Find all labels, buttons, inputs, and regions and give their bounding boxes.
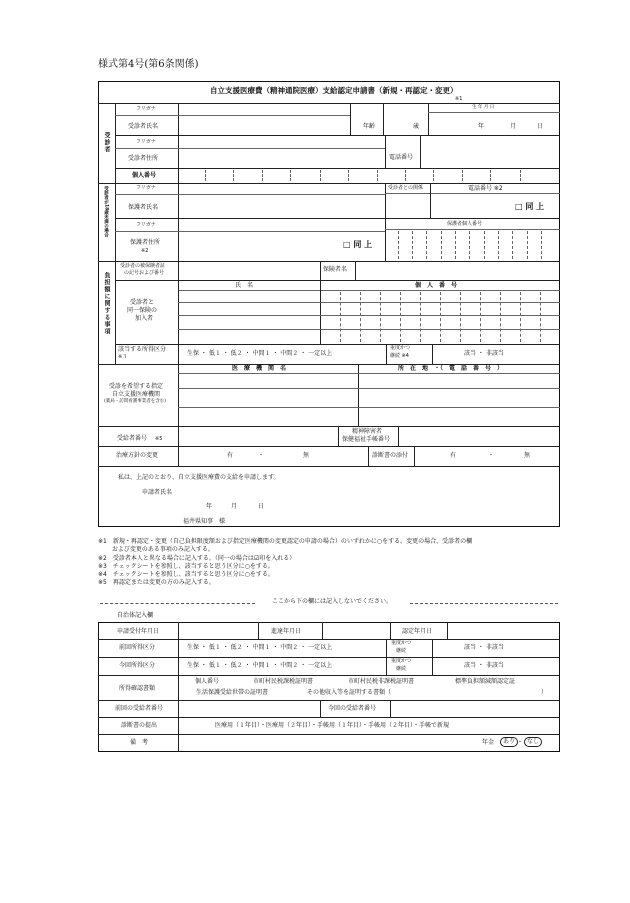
separator-line-right bbox=[410, 603, 558, 604]
declaration-text: 私は、上記のとおり、自立支援医療費の支給を申請します。 bbox=[118, 474, 280, 481]
doc-tax-certificate[interactable]: 市町村民税課税証明書 bbox=[253, 678, 314, 685]
institution-label-3: (薬局・訪問看護事業者を含む) bbox=[104, 399, 167, 404]
guardian-furigana: フリガナ bbox=[136, 185, 156, 191]
office-header: 自治体記入欄 bbox=[117, 612, 154, 619]
pension-no[interactable]: なし bbox=[524, 737, 542, 747]
treatment-separator: ・ bbox=[258, 452, 265, 459]
diagnosis-separator: ・ bbox=[488, 452, 495, 459]
member-name-header: 氏 名 bbox=[235, 282, 254, 289]
member-id-header: 個 人 番 号 bbox=[415, 282, 458, 289]
curr-severe-label-1: 重度かつ bbox=[391, 658, 412, 664]
prev-cert-label: 前回の受給者番号 bbox=[115, 705, 164, 712]
docs-label: 所得確認書類 bbox=[119, 685, 156, 692]
insurance-label-1: 受診者の被保険者証 bbox=[120, 263, 166, 269]
guardian-address-label: 保護者住所 bbox=[130, 239, 161, 246]
recipient-section-label: 受診者 bbox=[103, 132, 110, 153]
applicant-label: 申請者氏名 bbox=[142, 489, 173, 496]
pension-label: 年金 bbox=[482, 739, 495, 746]
note-5: ※5 再認定または変更の方のみ記入する。 bbox=[98, 579, 215, 586]
institution-label-1: 受診を希望する指定 bbox=[109, 383, 164, 390]
treatment-yes[interactable]: 有 bbox=[227, 452, 234, 459]
handbook-label-2: 保健福祉手帳番号 bbox=[342, 436, 391, 443]
diag-submit-options[interactable]: 医療用（１年目）・医療用（２年目）・手帳用（１年目）・手帳用（２年目）・手帳で新規 bbox=[215, 722, 450, 729]
diag-submit-label: 診断書の提出 bbox=[121, 722, 158, 729]
note-3: ※3 チェックシートを参照し、該当すると思う区分に○をする。 bbox=[98, 563, 274, 570]
form-title: 自立支援医療費（精神通院医療）支給認定申請書（新規・再認定・変更） bbox=[210, 86, 458, 95]
guardian-phone-same[interactable]: □ 同 上 bbox=[515, 202, 545, 211]
prev-severe-label-2: 継続 bbox=[396, 648, 407, 654]
relation-label: 受診者との関係 bbox=[388, 185, 424, 191]
doc-other-income[interactable]: その他収入等を証明する書類（ bbox=[307, 689, 392, 696]
separator-text: ここから下の欄には記入しないでください。 bbox=[272, 598, 393, 605]
doc-welfare-certificate[interactable]: 生活保護受給世帯の証明書 bbox=[196, 689, 269, 696]
income-class-note: ※３ bbox=[118, 354, 128, 360]
form-number: 様式第4号(第6条関係) bbox=[98, 59, 199, 70]
recipient-name-label: 受診者氏名 bbox=[128, 123, 159, 130]
birth-year: 年 bbox=[478, 123, 485, 130]
diagnosis-attach-label: 診断書の添付 bbox=[372, 452, 409, 459]
office-table bbox=[98, 622, 560, 752]
institution-name-header: 医 療 機 関 名 bbox=[232, 365, 287, 372]
received-date-label: 申請受付年月日 bbox=[117, 628, 160, 635]
handbook-label-1: 精神障害者 bbox=[352, 428, 383, 435]
diagnosis-no[interactable]: 無 bbox=[524, 452, 531, 459]
declaration-year: 年 bbox=[206, 503, 213, 510]
furigana-label: フリガナ bbox=[136, 106, 156, 112]
guardian-id-label: 保護者個人番号 bbox=[447, 221, 483, 227]
income-class-options[interactable]: 生保 ・ 低１ ・ 低２ ・ 中間１ ・ 中間２ ・ 一定以上 bbox=[187, 350, 333, 357]
doc-nontax-certificate[interactable]: 市町村民税非課税証明書 bbox=[348, 678, 415, 685]
guardian-address-furigana: フリガナ bbox=[136, 222, 156, 228]
curr-cert-label: 今回の受給者番号 bbox=[328, 705, 377, 712]
note-1-cont: および変更のある事項のみ記入する。 bbox=[98, 546, 214, 553]
severe-label-2: 継続 ※4 bbox=[390, 353, 409, 359]
approved-date-label: 認定年月日 bbox=[402, 628, 433, 635]
pension-yes[interactable]: あり bbox=[500, 737, 518, 747]
guardian-section-label: 受診者が18歳未満の場合 bbox=[103, 186, 109, 238]
curr-severe-label-2: 継続 bbox=[396, 666, 407, 672]
diagnosis-yes[interactable]: 有 bbox=[450, 452, 457, 459]
note-4: ※4 チェックシートを参照し、該当すると思う区分に○をする。 bbox=[98, 571, 274, 578]
cert-number-note: ※5 bbox=[155, 436, 163, 442]
curr-severe-options[interactable]: 該当 ・ 非該当 bbox=[464, 662, 504, 669]
declaration-day: 日 bbox=[258, 503, 265, 510]
insurance-label-2: の記号および番号 bbox=[124, 270, 165, 276]
age-unit: 歳 bbox=[413, 123, 420, 130]
remarks-label: 備 考 bbox=[130, 739, 149, 746]
doc-individual-number[interactable]: 個人番号 bbox=[195, 678, 220, 685]
separator-line-left bbox=[100, 603, 255, 604]
insured-name-label: 保険者名 bbox=[323, 266, 348, 273]
pension-separator: ・ bbox=[517, 739, 524, 746]
institution-address-header: 所 在 地 ・（ 電 話 番 号 ） bbox=[398, 365, 504, 372]
doc-reduction-certificate[interactable]: 標準負担額減額認定証 bbox=[455, 678, 516, 685]
household-label-1: 受診者と bbox=[130, 299, 155, 306]
severe-options[interactable]: 該当 ・ 非該当 bbox=[464, 350, 504, 357]
recipient-address-label: 受診者住所 bbox=[128, 155, 159, 162]
treatment-no[interactable]: 無 bbox=[303, 452, 310, 459]
phone-label: 電話番号 bbox=[389, 154, 414, 161]
birth-header: 生 年 月 日 bbox=[472, 105, 495, 110]
prev-severe-label-1: 重度かつ bbox=[391, 640, 412, 646]
treatment-change-label: 治療方針の変更 bbox=[116, 452, 159, 459]
guardian-address-note: ※2 bbox=[141, 248, 149, 254]
household-label-2: 同一保険の bbox=[127, 307, 158, 314]
prev-income-options[interactable]: 生保 ・ 低１ ・ 低２ ・ 中間１ ・ 中間２ ・ 一定以上 bbox=[187, 644, 333, 651]
severe-label-1: 重度かつ bbox=[390, 345, 411, 351]
birth-day: 日 bbox=[537, 123, 544, 130]
curr-income-label: 今回所得区分 bbox=[119, 662, 156, 669]
prev-severe-options[interactable]: 該当 ・ 非該当 bbox=[464, 644, 504, 651]
age-label: 年齢 bbox=[363, 123, 376, 130]
curr-income-options[interactable]: 生保 ・ 低１ ・ 低２ ・ 中間１ ・ 中間２ ・ 一定以上 bbox=[187, 662, 333, 669]
addressee: 福井県知事 様 bbox=[183, 518, 226, 525]
note-1: ※1 新規・再認定・変更（自己負担限度額および指定医療機関の変更認定の申請の場合）のいずれかに○をする。変更の場合、受診者の欄 bbox=[98, 538, 473, 545]
address-furigana-label: フリガナ bbox=[136, 139, 156, 145]
guardian-phone-label: 電話番号 ※2 bbox=[468, 185, 503, 192]
institution-label-2: 自立支援医療機関 bbox=[112, 391, 161, 398]
cert-number-label: 受給者番号 bbox=[117, 435, 148, 442]
note-2: ※2 受診者本人と異なる場合に記入する。（同一の場合は☑印を入れる） bbox=[98, 555, 296, 562]
birth-month: 月 bbox=[510, 123, 517, 130]
income-class-label: 該当する所得区分 bbox=[118, 346, 167, 353]
forwarded-date-label: 進達年月日 bbox=[271, 628, 302, 635]
title-note: ※1 bbox=[455, 96, 463, 102]
declaration-month: 月 bbox=[231, 503, 238, 510]
doc-other-close: ） bbox=[541, 689, 548, 696]
burden-section-label: 負担額に関する事項 bbox=[103, 272, 110, 335]
guardian-name-label: 保護者氏名 bbox=[128, 204, 159, 211]
recipient-id-label: 個人番号 bbox=[132, 172, 157, 179]
household-label-3: 加入者 bbox=[135, 315, 154, 322]
guardian-address-same[interactable]: □ 同 上 bbox=[343, 240, 373, 249]
prev-income-label: 前回所得区分 bbox=[119, 644, 156, 651]
